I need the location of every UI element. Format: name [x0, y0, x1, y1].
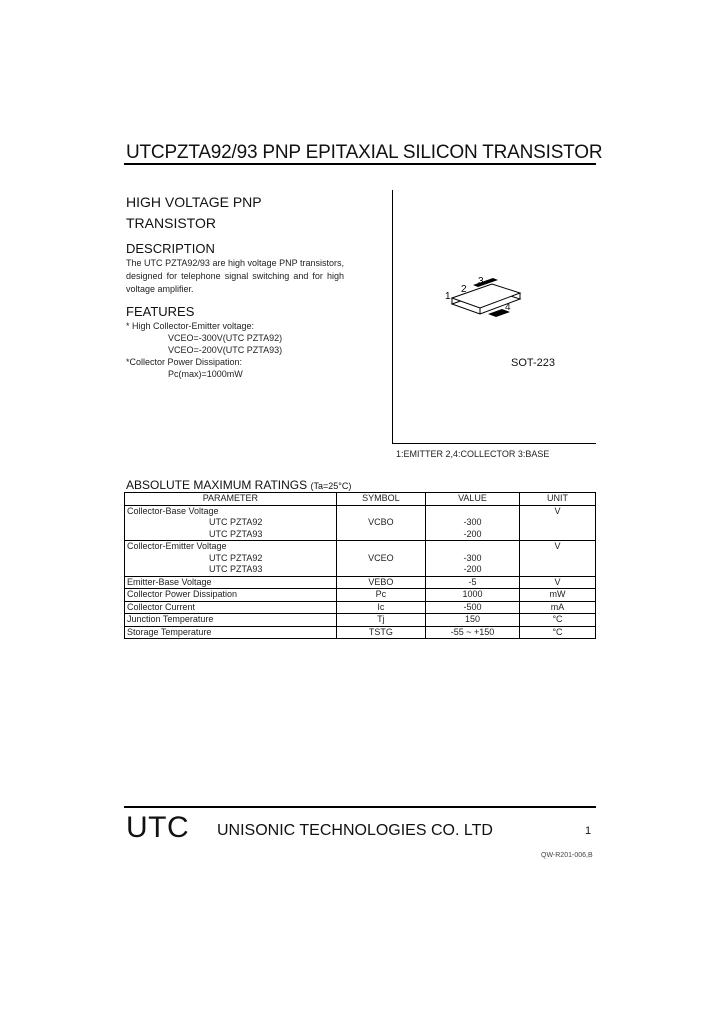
table-row	[125, 626, 596, 639]
table-row	[125, 553, 596, 565]
description-text: The UTC PZTA92/93 are high voltage PNP transistors, designed for telephone signal switching and for high voltage amplifier.	[126, 258, 344, 294]
cell-unit: °C	[520, 626, 596, 639]
cell-unit: mW	[520, 589, 596, 602]
cell-value: -55 ~ +150	[425, 626, 519, 639]
cell-parameter: UTC PZTA92	[125, 553, 337, 565]
cell-value: -500	[425, 601, 519, 614]
cell-unit	[520, 517, 596, 529]
subtitle	[126, 192, 376, 234]
page-number: 1	[585, 825, 592, 837]
table-header-row	[125, 493, 596, 506]
cell-parameter: Junction Temperature	[125, 614, 337, 627]
pin-2-label: 2	[461, 284, 467, 295]
cell-value	[425, 505, 519, 517]
cell-unit	[520, 564, 596, 576]
header-value: VALUE	[425, 493, 519, 506]
cell-symbol: TSTG	[336, 626, 425, 639]
pin-legend: 1:EMITTER 2,4:COLLECTOR 3:BASE	[396, 449, 550, 459]
table-row	[125, 517, 596, 529]
ratings-title	[126, 478, 351, 492]
cell-parameter: Collector Power Dissipation	[125, 589, 337, 602]
cell-unit	[520, 529, 596, 541]
document-number: QW-R201-006,B	[541, 852, 593, 859]
table-row	[125, 505, 596, 517]
cell-unit: V	[520, 505, 596, 517]
package-frame-bottom	[392, 443, 596, 444]
feature-line-1: * High Collector-Emitter voltage:	[126, 321, 255, 331]
cell-value: -200	[425, 529, 519, 541]
package-name: SOT-223	[511, 357, 556, 369]
cell-parameter: Emitter-Base Voltage	[125, 576, 337, 589]
document-title: UTCPZTA92/93 PNP EPITAXIAL SILICON TRANSISTOR	[126, 142, 603, 163]
cell-parameter: Storage Temperature	[125, 626, 337, 639]
table-row	[125, 564, 596, 576]
cell-parameter: UTC PZTA93	[125, 529, 337, 541]
cell-parameter: UTC PZTA93	[125, 564, 337, 576]
cell-symbol	[336, 505, 425, 517]
table-row	[125, 529, 596, 541]
feature-line-5: Pc(max)=1000mW	[168, 369, 243, 379]
subtitle-line-2: TRANSISTOR	[126, 215, 216, 231]
ratings-condition: (Ta=25°C)	[310, 481, 352, 491]
cell-unit: °C	[520, 614, 596, 627]
cell-symbol: Tj	[336, 614, 425, 627]
sot223-package-drawing	[440, 272, 530, 317]
cell-symbol: Pc	[336, 589, 425, 602]
cell-unit	[520, 553, 596, 565]
table-row	[125, 601, 596, 614]
cell-parameter: Collector-Base Voltage	[125, 505, 337, 517]
cell-symbol	[336, 564, 425, 576]
company-name: UNISONIC TECHNOLOGIES CO. LTD	[217, 822, 493, 839]
features-heading: FEATURES	[126, 304, 195, 319]
feature-line-4: *Collector Power Dissipation:	[126, 357, 243, 367]
cell-unit: mA	[520, 601, 596, 614]
header-unit: UNIT	[520, 493, 596, 506]
cell-unit: V	[520, 576, 596, 589]
header-parameter: PARAMETER	[125, 493, 337, 506]
cell-symbol: VCEO	[336, 553, 425, 565]
feature-line-3: VCEO=-200V(UTC PZTA93)	[168, 345, 283, 355]
table-row	[125, 541, 596, 553]
cell-symbol: Ic	[336, 601, 425, 614]
company-logo: UTC	[126, 811, 190, 844]
cell-parameter: UTC PZTA92	[125, 517, 337, 529]
cell-value: -200	[425, 564, 519, 576]
table-row	[125, 576, 596, 589]
subtitle-line-1: HIGH VOLTAGE PNP	[126, 194, 262, 210]
cell-symbol	[336, 541, 425, 553]
description-heading: DESCRIPTION	[126, 241, 215, 256]
cell-value	[425, 541, 519, 553]
ratings-title-text: ABSOLUTE MAXIMUM RATINGS	[126, 478, 308, 492]
cell-value: 1000	[425, 589, 519, 602]
pin-1-label: 1	[445, 291, 451, 302]
feature-line-2: VCEO=-300V(UTC PZTA92)	[168, 333, 283, 343]
cell-parameter: Collector Current	[125, 601, 337, 614]
table-row	[125, 614, 596, 627]
footer-rule	[124, 806, 596, 808]
title-rule	[124, 163, 596, 165]
cell-symbol	[336, 529, 425, 541]
header-symbol: SYMBOL	[336, 493, 425, 506]
cell-value: -300	[425, 553, 519, 565]
pin-4-label: 4	[505, 302, 511, 313]
pin-3-label: 3	[478, 276, 484, 287]
cell-value: -5	[425, 576, 519, 589]
cell-symbol: VEBO	[336, 576, 425, 589]
cell-parameter: Collector-Emitter Voltage	[125, 541, 337, 553]
cell-value: -300	[425, 517, 519, 529]
package-frame-left	[392, 190, 393, 443]
absolute-maximum-ratings-table	[124, 492, 596, 639]
cell-symbol: VCBO	[336, 517, 425, 529]
cell-value: 150	[425, 614, 519, 627]
cell-unit: V	[520, 541, 596, 553]
table-row	[125, 589, 596, 602]
